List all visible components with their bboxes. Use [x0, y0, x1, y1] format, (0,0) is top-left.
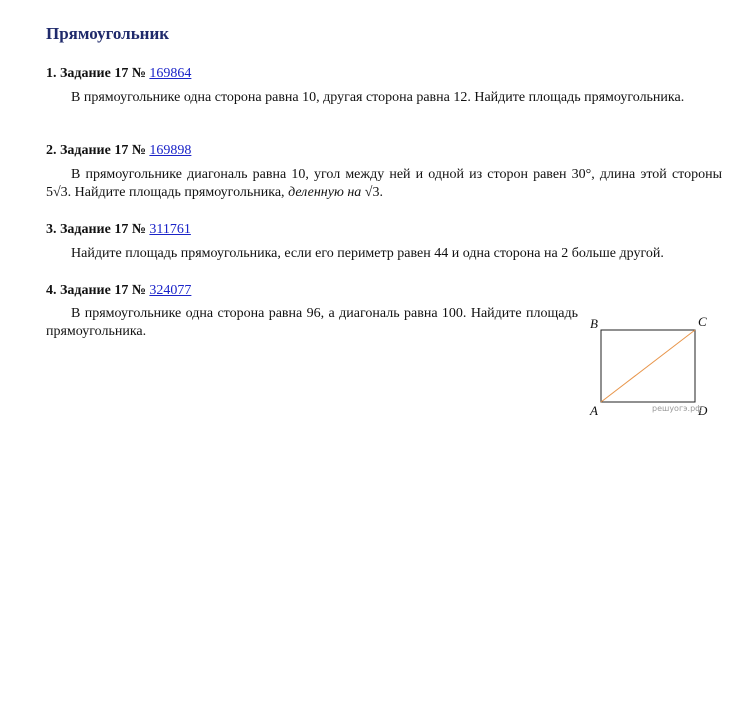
task-1-number: 1. Задание 17 №: [46, 66, 150, 81]
rectangle-diagonal: [601, 330, 695, 402]
task-2-text-italic: деленную на: [288, 185, 362, 200]
task-4-text: В прямоугольнике одна сторона равна 96, а диагональ равна 100. Найдите площадь прямоугольника.: [46, 306, 578, 339]
task-2-text: [46, 166, 722, 202]
task-1-id-link[interactable]: 169864: [149, 66, 192, 81]
task-2-number: 2. Задание 17 №: [46, 143, 150, 158]
task-4-number: 4. Задание 17 №: [46, 283, 150, 298]
task-2-text-part2: √3.: [364, 185, 383, 200]
page-title: Прямоугольник: [46, 24, 170, 43]
task-1-text: В прямоугольнике одна сторона равна 10, другая сторона равна 12. Найдите площадь прямоугольника.: [71, 90, 685, 105]
task-3-number: 3. Задание 17 №: [46, 222, 150, 237]
task-2-text-part1: В прямоугольнике диагональ равна 10, угол между ней и одной из сторон равен 30°, длина этой стороны 5√3. Найдите площадь прямоугольника,: [46, 167, 722, 200]
vertex-label-d: D: [698, 403, 708, 418]
task-4-id-link[interactable]: 324077: [149, 283, 192, 298]
task-1-header: [46, 66, 191, 82]
vertex-label-a: A: [590, 403, 598, 418]
vertex-label-b: B: [590, 316, 598, 331]
task-2-id-link[interactable]: 169898: [149, 143, 192, 158]
task-3-id-link[interactable]: 311761: [149, 222, 191, 237]
task-2-header: [46, 143, 191, 159]
watermark: решуогэ.рф: [652, 404, 703, 413]
rectangle-figure: [585, 312, 715, 422]
task-3-text: Найдите площадь прямоугольника, если его периметр равен 44 и одна сторона на 2 больше другой.: [71, 246, 664, 261]
task-3-header: [46, 222, 191, 238]
vertex-label-c: C: [698, 314, 707, 329]
task-4-header: [46, 283, 191, 299]
